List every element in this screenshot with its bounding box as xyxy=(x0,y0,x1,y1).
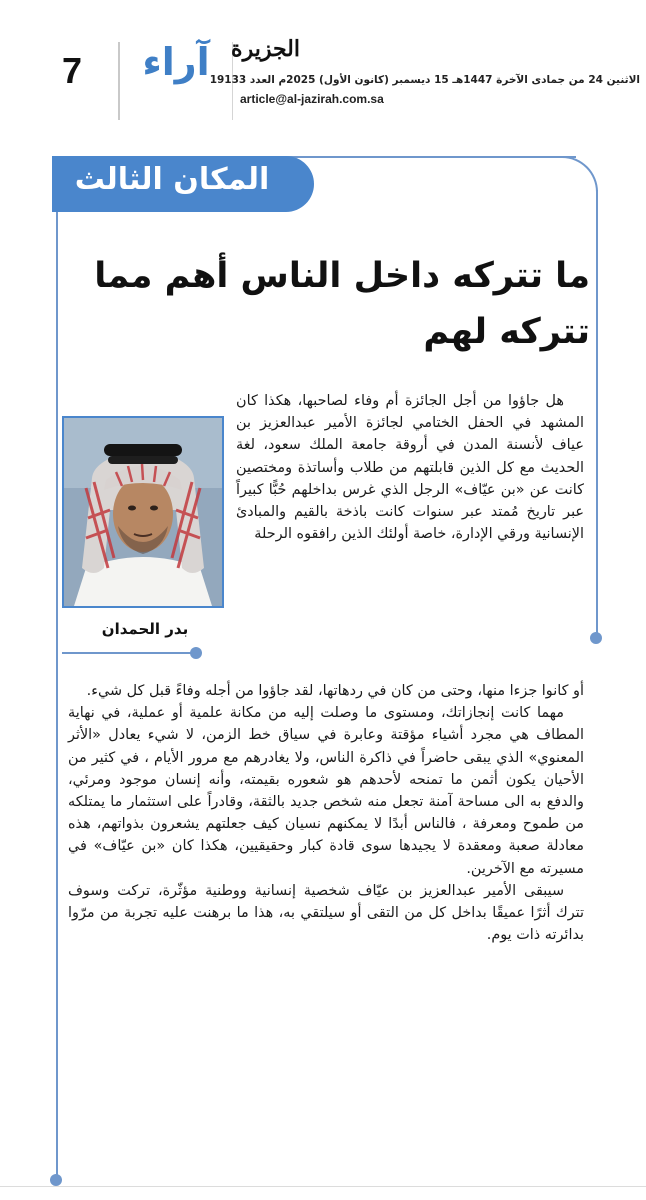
author-dot xyxy=(190,647,202,659)
column-tag-label: المكان الثالث xyxy=(74,162,270,197)
frame-left-dot xyxy=(50,1174,62,1186)
article-headline: ما تتركه داخل الناس أهم مما تتركه لهم xyxy=(94,256,590,352)
paragraph-2: مهما كانت إنجازاتك، ومستوى ما وصلت إليه من مكانة علمية أو عملية، في نهاية المطاف هي مجرد أشياء مؤقتة وعابرة في سياق خط الزمن، لا شيء يعادل «الأثر المعنوي» الذي يبقى حاضراً في ذاكرة الناس، ولا يغادرهم مع مرور الأيام ، في كثير من الأحيان يكون أثمن ما تمنحه لأحدهم هو شعوره بقيمته، وأنه إنسان موجود ومرئي، والدفع به الى مساحة آمنة تجعل منه شخص جديد بالثقة، وقادراً على استثمار ما يمتلكه من طموح ومعرفة ، فالناس أبدًا لا يمكنهم نسيان كيف جعلتهم يشعرون بذواتهم، هذه معادلة صعبة ومعقدة لا يجيدها سوى قادة كبار وحقيقيين، هكذا كان «بن عيّاف» في مسيرته مع الآخرين. xyxy=(68,705,584,877)
frame-right-dot xyxy=(590,632,602,644)
section-title: آراء xyxy=(142,40,210,84)
paragraph-1-part-2: أو كانوا جزءا منها، وحتى من كان في ردهاتها، لقد جاؤوا من أجله وفاءً قبل كل شيء. xyxy=(86,683,584,699)
frame-left-line xyxy=(56,158,58,1178)
dateline: الاثنين 24 من جمادى الآخرة 1447هـ 15 ديسمبر (كانون الأول) 2025م العدد 19133 xyxy=(209,74,640,86)
author-portrait-icon xyxy=(64,418,222,606)
author-photo xyxy=(62,416,224,608)
paragraph-3: سيبقى الأمير عبدالعزيز بن عيّاف شخصية إنسانية ووطنية مؤثّرة، تركت وسوف تترك أثرًا عميقًا بداخل كل من التقى أو سيلتقي به، هذا ما برهنت عليه تجربة من مرّوا بدائرته ذات يوم. xyxy=(68,882,584,944)
frame-right-line xyxy=(596,190,598,636)
newspaper-logo: الجزيرة xyxy=(231,36,300,62)
paragraph-1-part-1: هل جاؤوا من أجل الجائزة أم وفاء لصاحبها، هكذا كان المشهد في الحفل الختامي لجائزة الأمير عبدالعزيز بن عياف لأنسنة المدن في أروقة جامعة الملك سعود، لغة الحديث مع كل الذين قابلتهم من طلاب وأساتذة ومختصين كانت عن «بن عيّاف» الرجل الذي غرس بداخلهم حُبًّا كبيراً عبر تاريخ مُمتد عبر سنوات كانت باذخة بالقيم والمبادئ الإنسانية ورقي الإدارة، خاصة أولئك الذين رافقوه الرحلة xyxy=(236,393,584,543)
page-bottom-rule xyxy=(0,1186,646,1187)
author-name: بدر الحمدان xyxy=(101,620,189,638)
frame-corner xyxy=(556,156,598,196)
page-number: 7 xyxy=(61,50,83,91)
author-underline xyxy=(62,652,194,654)
header-divider xyxy=(118,42,120,120)
page-header xyxy=(0,0,646,130)
contact-email[interactable]: article@al-jazirah.com.sa xyxy=(240,92,384,106)
article-body-full xyxy=(68,680,584,946)
article-body-column xyxy=(236,390,584,545)
